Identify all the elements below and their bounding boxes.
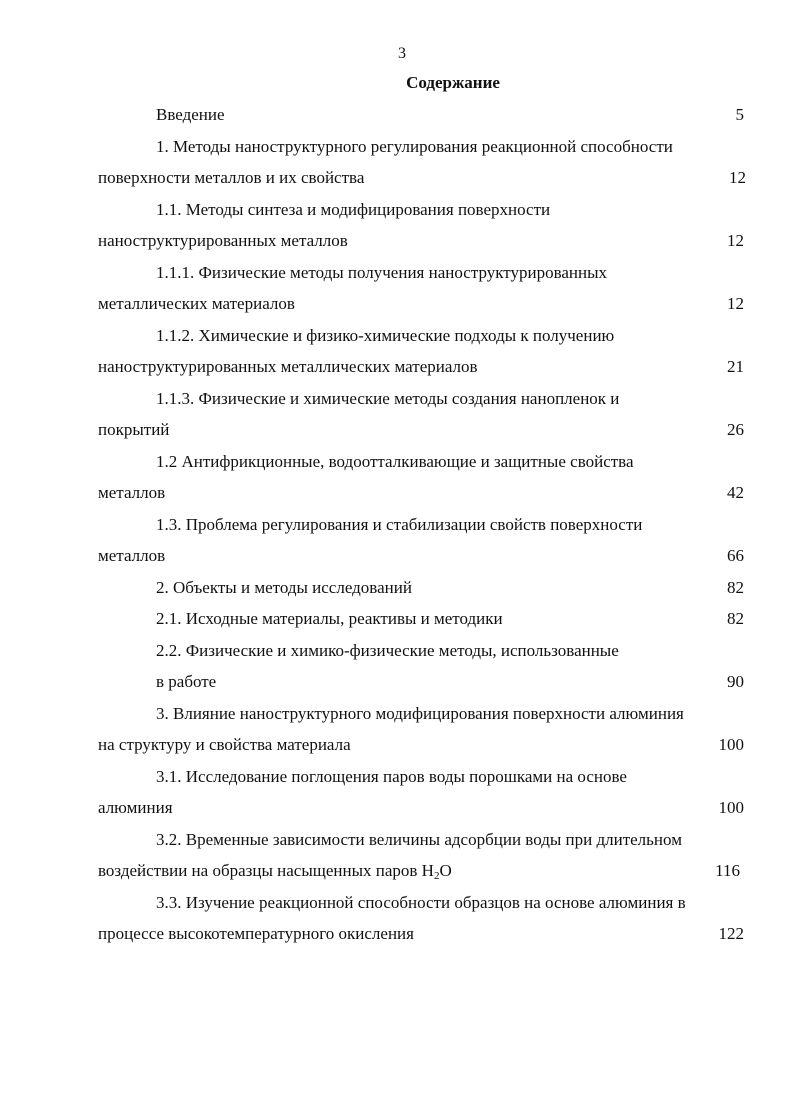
toc-entry-1-1-page: 12 [727,231,744,250]
toc-entry-3-2-subscript: 2 [433,870,440,882]
toc-entry-2-2-line2: в работе [156,672,217,691]
toc-entry-1-3-page: 66 [727,546,744,565]
page-title: Содержание [406,73,500,92]
toc-entry-2-2-page: 90 [727,672,744,691]
toc-entry-3-page: 100 [718,735,744,754]
toc-entry-1-1-2-line2: наноструктурированных металлических материалов [98,357,478,376]
toc-entry-2-text: 2. Объекты и методы исследований [156,578,412,597]
toc-entry-1-1-1-page: 12 [727,294,744,313]
toc-entry-2-page: 82 [727,578,744,597]
toc-entry-1-1-3-line1: 1.1.3. Физические и химические методы создания нанопленок и [156,389,620,408]
toc-entry-intro-page: 5 [735,105,744,124]
toc-entry-1-1-1-line2: металлических материалов [98,294,295,313]
toc-entry-3-3-page: 122 [718,924,744,943]
toc-entry-2-2-line1: 2.2. Физические и химико-физические методы, использованные [156,641,619,660]
toc-entry-3-line2: на структуру и свойства материала [98,735,351,754]
toc-entry-1-1-3-line2: покрытий [98,420,170,439]
toc-entry-1-1-line2: наноструктурированных металлов [98,231,348,250]
toc-entry-1-1-line1: 1.1. Методы синтеза и модифицирования поверхности [156,200,551,219]
toc-entry-1-2-line2: металлов [98,483,166,502]
toc-entry-1-line2: поверхности металлов и их свойства [98,168,365,187]
toc-entry-1-2-line1: 1.2 Антифрикционные, водоотталкивающие и защитные свойства [156,452,634,471]
toc-entry-3-1-line2: алюминия [98,798,173,817]
toc-entry-1-2-page: 42 [727,483,744,502]
toc-entry-1-3-line1: 1.3. Проблема регулирования и стабилизации свойств поверхности [156,515,643,534]
toc-entry-3-2-line2-text: воздействии на образцы насыщенных паров H [98,861,434,880]
toc-entry-3-2-line1: 3.2. Временные зависимости величины адсорбции воды при длительном [156,830,682,849]
toc-entry-1-3-line2: металлов [98,546,166,565]
toc-entry-3-2-line2-suffix: O [439,861,452,880]
toc-entry-1-1-3-page: 26 [727,420,744,439]
toc-entry-2-1-text: 2.1. Исходные материалы, реактивы и методики [156,609,503,628]
toc-entry-1-1-2-line1: 1.1.2. Химические и физико-химические подходы к получению [156,326,615,345]
toc-entry-2-1-page: 82 [727,609,744,628]
toc-entry-3-3-line1: 3.3. Изучение реакционной способности образцов на основе алюминия в [156,893,686,912]
toc-entry-intro-text: Введение [156,105,225,124]
toc-entry-3-2-line2 [98,860,452,882]
toc-entry-3-2-page: 116 [715,861,740,880]
toc-entry-1-line1: 1. Методы наноструктурного регулирования реакционной способности [156,137,673,156]
toc-entry-1-1-1-line1: 1.1.1. Физические методы получения наноструктурированных [156,263,608,282]
toc-entry-3-3-line2: процессе высокотемпературного окисления [98,924,414,943]
toc-entry-1-1-2-page: 21 [727,357,744,376]
toc-entry-3-1-page: 100 [718,798,744,817]
page-number: 3 [398,45,406,62]
toc-entry-1-page: 12 [729,168,746,187]
toc-entry-3-1-line1: 3.1. Исследование поглощения паров воды порошками на основе [156,767,627,786]
toc-entry-3-line1: 3. Влияние наноструктурного модифицирования поверхности алюминия [156,704,684,723]
